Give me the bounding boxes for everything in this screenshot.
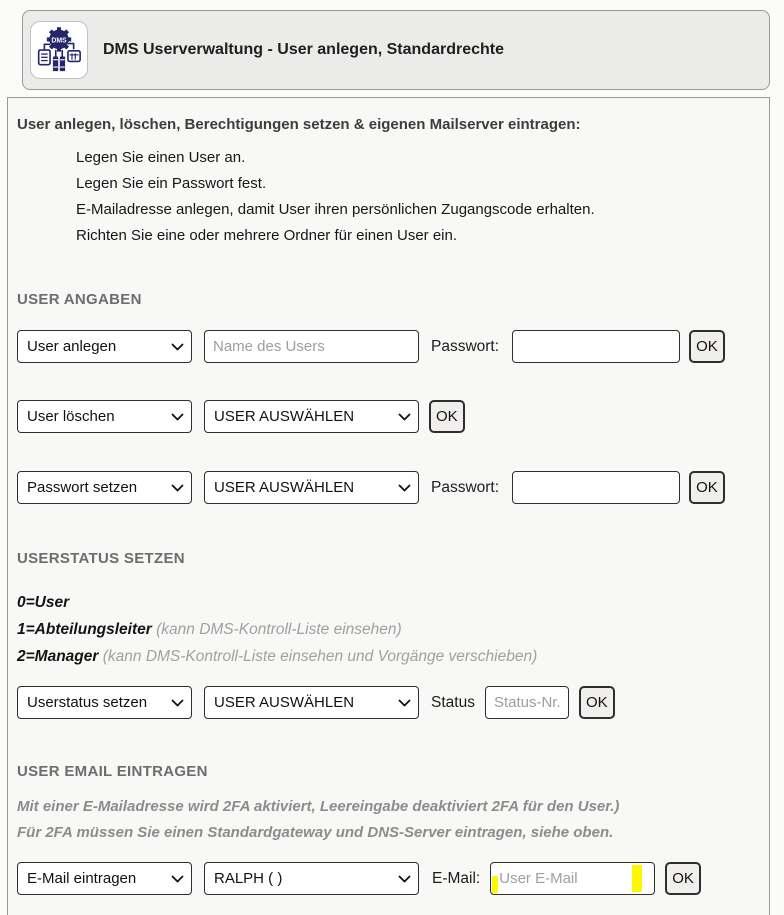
set-password-input[interactable]	[512, 471, 680, 504]
intro-step: Legen Sie ein Passwort fest.	[76, 175, 267, 192]
action-select-email[interactable]	[17, 862, 192, 895]
row-user-loeschen	[17, 400, 759, 433]
status-level-1: 1=Abteilungsleiter (kann DMS-Kontroll-Liste einsehen)	[17, 621, 402, 638]
intro-steps	[76, 145, 759, 249]
user-email-input[interactable]	[490, 862, 655, 895]
userstatus-legend	[17, 589, 759, 670]
intro-step: Richten Sie eine oder mehrere Ordner für einen User ein.	[76, 227, 458, 244]
intro-step: Legen Sie einen User an.	[76, 149, 246, 166]
row-passwort-setzen	[17, 471, 759, 504]
new-user-password-input[interactable]	[512, 330, 680, 363]
password-label: Passwort:	[431, 337, 500, 355]
email-label: E-Mail:	[432, 869, 481, 887]
status-level-0: 0=User	[17, 594, 70, 611]
dms-gear-logo-icon	[33, 24, 85, 76]
status-level-2: 2=Manager (kann DMS-Kontroll-Liste einsehen und Vorgänge verschieben)	[17, 648, 538, 665]
email-input-wrapper	[490, 862, 655, 895]
intro-heading: User anlegen, löschen, Berechtigungen setzen & eigenen Mailserver eintragen:	[17, 116, 581, 133]
action-select-passwort-setzen[interactable]	[17, 471, 192, 504]
status-number-input[interactable]	[485, 686, 569, 719]
user-select-passwort[interactable]	[204, 471, 419, 504]
password-label: Passwort:	[431, 478, 500, 496]
ok-button-passwort-setzen[interactable]: OK	[689, 471, 725, 504]
status-label: Status	[431, 693, 475, 711]
row-user-anlegen	[17, 330, 759, 363]
user-select-email[interactable]	[204, 862, 419, 895]
dms-logo	[30, 21, 88, 79]
row-email-eintragen	[17, 862, 759, 895]
header-bar	[22, 10, 770, 90]
row-userstatus-setzen	[17, 686, 759, 719]
logo-dms-text: DMS	[51, 37, 67, 45]
ok-button-email[interactable]: OK	[665, 862, 701, 895]
email-note-line: Für 2FA müssen Sie einen Standardgateway und DNS-Server eintragen, siehe oben.	[17, 824, 614, 841]
new-user-name-input[interactable]	[204, 330, 419, 363]
action-select-user-anlegen[interactable]	[17, 330, 192, 363]
ok-button-user-loeschen[interactable]: OK	[429, 400, 465, 433]
section-heading-user-angaben: USER ANGABEN	[17, 291, 142, 308]
action-select-user-loeschen[interactable]	[17, 400, 192, 433]
ok-button-user-anlegen[interactable]: OK	[689, 330, 725, 363]
user-select-loeschen[interactable]	[204, 400, 419, 433]
page-title: DMS Userverwaltung - User anlegen, Standardrechte	[103, 41, 504, 58]
intro-step: E-Mailadresse anlegen, damit User ihren persönlichen Zugangscode erhalten.	[76, 201, 595, 218]
ok-button-userstatus[interactable]: OK	[579, 686, 615, 719]
email-note-line: Mit einer E-Mailadresse wird 2FA aktiviert, Leereingabe deaktiviert 2FA für den User.)	[17, 798, 620, 815]
user-select-userstatus[interactable]	[204, 686, 419, 719]
section-heading-userstatus: USERSTATUS SETZEN	[17, 550, 185, 567]
email-notes	[17, 794, 759, 846]
main-panel	[7, 97, 770, 915]
action-select-userstatus[interactable]	[17, 686, 192, 719]
section-heading-user-email: USER EMAIL EINTRAGEN	[17, 763, 208, 780]
